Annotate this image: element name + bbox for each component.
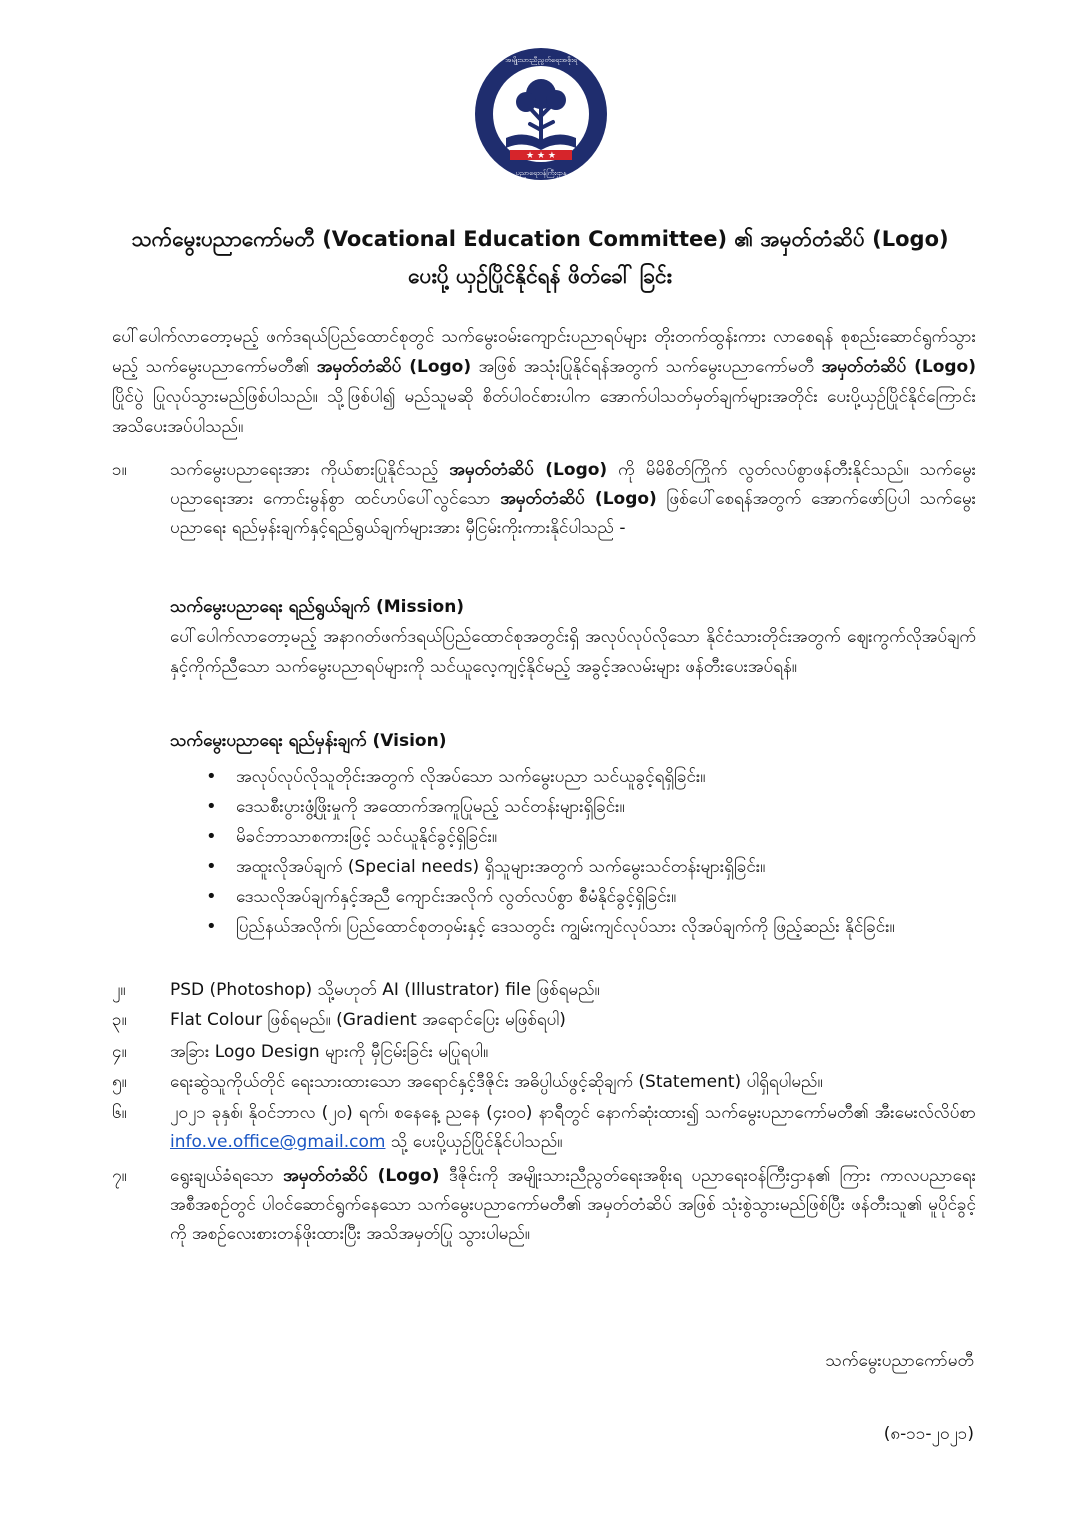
- mission-text: ပေါ်ပေါက်လာတော့မည့် အနာဂတ်ဖက်ဒရယ်ပြည်ထောင်စုအတွင်းရှိ အလုပ်လုပ်လိုသော နိုင်ငံသားတိုင်းအတွက် ဈေးကွက်လိုအပ်ချက်နှင့်ကိုက်ညီသော သက်မွေးပညာရပ်များကို သင်ယူလေ့ကျင့်နိုင်မည့် အခွင့်အလမ်းများ ဖန်တီးပေးအပ်ရန်။: [170, 627, 976, 677]
- document-title-line-1: သက်မွေးပညာကော်မတီ (Vocational Education Committee) ၏ အမှတ်တံဆိပ် (Logo): [131, 227, 949, 251]
- committee-logo: [470, 42, 612, 190]
- list-item: • အလုပ်လုပ်လိုသူတိုင်းအတွက် လိုအပ်သော သက်မွေးပညာ သင်ယူခွင့်ရရှိခြင်း။: [206, 762, 976, 792]
- item-7-bold-1: အမှတ်တံဆိပ် (Logo): [283, 1166, 440, 1186]
- vision-heading-block: [170, 726, 976, 756]
- item-number: ၅။: [112, 1072, 127, 1092]
- item-1-text-1: သက်မွေးပညာရေးအား ကိုယ်စားပြုနိုင်သည့်: [170, 460, 450, 480]
- list-item: • အထူးလိုအပ်ချက် (Special needs) ရှိသူများအတွက် သက်မွေးသင်တန်းများရှိခြင်း။: [206, 852, 976, 882]
- mission-section: [170, 592, 976, 682]
- item-number: ၄။: [112, 1042, 127, 1062]
- intro-text-2: အဖြစ် အသုံးပြုနိုင်ရန်အတွက် သက်မွေးပညာကော်မတီ: [471, 357, 822, 377]
- item-6-text-2: သို့ ပေးပို့ယှဉ်ပြိုင်နိုင်ပါသည်။: [385, 1132, 563, 1152]
- item-number: ၇။: [112, 1166, 127, 1186]
- item-1-bold-1: အမှတ်တံဆိပ် (Logo): [449, 460, 608, 480]
- item-7-text-1: ရွေးချယ်ခံရသော: [170, 1166, 284, 1186]
- item-1-text-3: ဖြစ်ပေါ်စေရန်အတွက် အောက်ဖော်ပြပါ သက်မွေးပညာရေး ရည်မှန်းချက်နှင့်ရည်ရွယ်ချက်များအား မှီငြမ်းကိုးကားနိုင်ပါသည် -: [170, 489, 976, 538]
- item-number: ၂။: [112, 980, 126, 1000]
- item-text: [170, 456, 976, 543]
- svg-text:★ ★ ★: ★ ★ ★: [526, 151, 556, 161]
- intro-paragraph: [112, 322, 976, 442]
- item-text: [170, 1099, 976, 1157]
- list-item: • ပြည်နယ်အလိုက်၊ ပြည်ထောင်စုတဝှမ်းနှင့် ဒေသတွင်း ကျွမ်းကျင်လုပ်သား လိုအပ်ချက်ကို ဖြည့်ဆည်း နိုင်ခြင်း။: [206, 912, 976, 942]
- logo-top-text: အမျိုးသားညီညွတ်ရေးအစိုးရ: [505, 56, 577, 64]
- item-text: Flat Colour ဖြစ်ရမည်။ (Gradient အရောင်ပြေး မဖြစ်ရပါ): [170, 1010, 566, 1030]
- item-text: အခြား Logo Design များကို မှီငြမ်းခြင်း မပြုရပါ။: [170, 1042, 489, 1062]
- document-date: (၈-၁၁-၂၀၂၁): [883, 1424, 974, 1444]
- item-number: ၃။: [112, 1010, 127, 1030]
- item-6-text-1: ၂၀၂၁ ခုနှစ်၊ နိုဝင်ဘာလ (၂၀) ရက်၊ စနေနေ့ ညနေ (၄း၀၀) နာရီတွင် နောက်ဆုံးထား၍ သက်မွေးပညာကော်မတီ၏ အီးမေးလ်လိပ်စာ: [170, 1103, 976, 1123]
- logo-bottom-text: ပညာရေးဝန်ကြီးဌာန: [515, 169, 567, 177]
- item-text: [170, 1162, 976, 1249]
- list-item: • ဒေသစီးပွားဖွံ့ဖြိုးမှုကို အထောက်အကူပြုမည့် သင်တန်းများရှိခြင်း။: [206, 792, 976, 822]
- intro-bold-1: အမှတ်တံဆိပ် (Logo): [316, 357, 472, 377]
- mission-heading: သက်မွေးပညာရေး ရည်ရွယ်ချက် (Mission): [170, 597, 465, 617]
- intro-text-3: ပြိုင်ပွဲ ပြုလုပ်သွားမည်ဖြစ်ပါသည်။ သို့ဖြစ်ပါ၍ မည်သူမဆို စိတ်ပါဝင်စားပါက အောက်ပါသတ်မှတ်ချက်များအတိုင်း ပေးပို့ယှဉ်ပြိုင်နိုင်ကြောင်း အသိပေးအပ်ပါသည်။: [112, 387, 976, 437]
- item-text: ရေးဆွဲသူကိုယ်တိုင် ရေးသားထားသော အရောင်နှင့်ဒီဇိုင်း အဓိပ္ပါယ်ဖွင့်ဆိုချက် (Statement) ပါရှိရပါမည်။: [170, 1072, 823, 1092]
- list-item: • ဒေသလိုအပ်ချက်နှင့်အညီ ကျောင်းအလိုက် လွတ်လပ်စွာ စီမံနိုင်ခွင့်ရှိခြင်း။: [206, 882, 976, 912]
- item-number: ၁။: [112, 460, 127, 480]
- signature: သက်မွေးပညာကော်မတီ: [825, 1351, 974, 1371]
- document-title-line-2: ပေးပို့ ယှဉ်ပြိုင်နိုင်ရန် ဖိတ်ခေါ် ခြင်း: [408, 264, 672, 288]
- intro-bold-2: အမှတ်တံဆိပ် (Logo): [821, 357, 977, 377]
- email-link[interactable]: info.ve.office@gmail.com: [170, 1132, 386, 1152]
- vision-heading: သက်မွေးပညာရေး ရည်မှန်းချက် (Vision): [170, 731, 447, 751]
- item-7-text-2: ဒီဇိုင်းကို အမျိုးသားညီညွတ်ရေးအစိုးရ ပညာရေးဝန်ကြီးဌာန၏ ကြား ကာလပညာရေး အစီအစဉ်တွင် ပါဝင်ဆောင်ရွက်နေသော သက်မွေးပညာကော်မတီ၏ အမှတ်တံဆိပ် အဖြစ် သုံးစွဲသွားမည်ဖြစ်ပြီး ဖန်တီးသူ၏ မူပိုင်ခွင့်ကို အစဉ်လေးစားတန်ဖိုးထားပြီး အသိအမှတ်ပြု သွားပါမည်။: [170, 1166, 976, 1244]
- item-text: PSD (Photoshop) သို့မဟုတ် AI (Illustrator) file ဖြစ်ရမည်။: [170, 980, 600, 1000]
- item-1-bold-2: အမှတ်တံဆိပ် (Logo): [500, 489, 657, 509]
- vision-bullet-list: [206, 762, 976, 942]
- item-number: ၆။: [112, 1103, 127, 1123]
- item-1-text-2: ကို မိမိစိတ်ကြိုက် လွတ်လပ်စွာဖန်တီးနိုင်သည်။ သက်မွေးပညာရေးအား ကောင်းမွန်စွာ ထင်ဟပ်ပေါ်လွင်သော: [170, 460, 976, 509]
- intro-text-1: ပေါ်ပေါက်လာတော့မည့် ဖက်ဒရယ်ပြည်ထောင်စုတွင် သက်မွေးဝမ်းကျောင်းပညာရပ်များ တိုးတက်ထွန်းကား လာစေရန် စုစည်းဆောင်ရွက်သွားမည့် သက်မွေးပညာကော်မတီ၏: [112, 327, 976, 377]
- list-item: • မိခင်ဘာသာစကားဖြင့် သင်ယူနိုင်ခွင့်ရှိခြင်း။: [206, 822, 976, 852]
